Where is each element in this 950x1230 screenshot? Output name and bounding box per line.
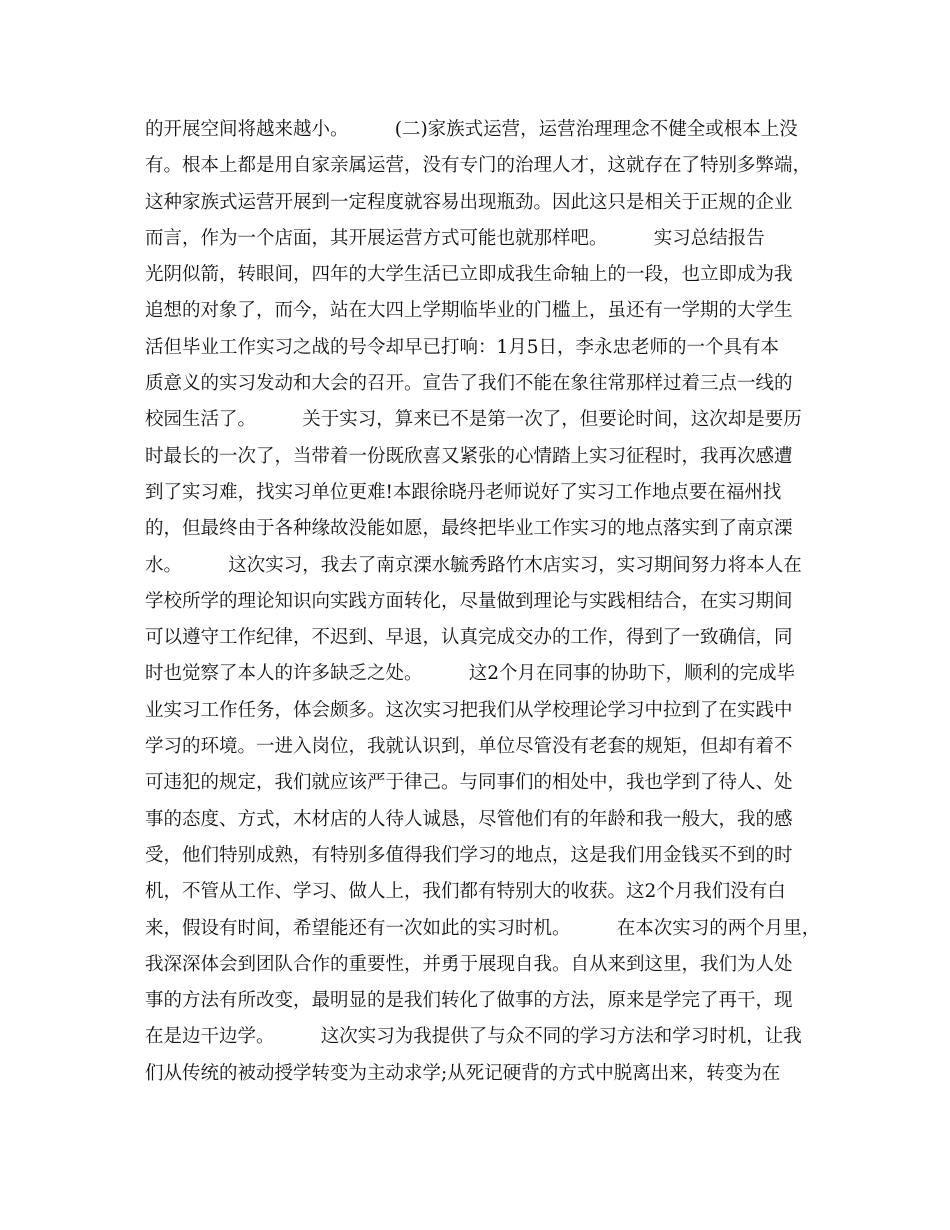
text-line: 业实习工作任务，体会颇多。这次实习把我们从学校理论学习中拉到了在实践中 <box>145 699 793 721</box>
text-line: 受，他们特别成熟，有特别多值得我们学习的地点，这是我们用金钱买不到的时 <box>145 844 793 866</box>
text-line: 时最长的一次了，当带着一份既欣喜又紧张的心情踏上实习征程时，我再次感遭 <box>145 445 793 467</box>
text-line: 到了实习难，找实习单位更难!本跟徐晓丹老师说好了实习工作地点要在福州找 <box>145 481 782 503</box>
text-line: 机，不管从工作、学习、做人上，我们都有特别大的收获。这2个月我们没有白 <box>145 881 786 903</box>
text-line: 事的态度、方式，木材店的人待人诚恳，尽管他们有的年龄和我一般大，我的感 <box>145 808 793 830</box>
text-line: 们从传统的被动授学转变为主动求学;从死记硬背的方式中脱离出来，转变为在 <box>145 1062 781 1084</box>
text-line: 的，但最终由于各种缘故没能如愿，最终把毕业工作实习的地点落实到了南京溧 <box>145 518 793 540</box>
body-text <box>145 112 821 1092</box>
text-line: 而言，作为一个店面，其开展运营方式可能也就那样吧。 实习总结报告 <box>145 227 765 249</box>
text-line: 活但毕业工作实习之战的号令却早已打响：1月5日，李永忠老师的一个具有本 <box>145 336 780 358</box>
text-line: 时也觉察了本人的许多缺乏之处。 这2个月在同事的协助下，顺利的完成毕 <box>145 663 796 685</box>
text-line: 学习的环境。一进入岗位，我就认识到，单位尽管没有老套的规矩，但却有着不 <box>145 736 793 758</box>
text-line: 追想的对象了，而今，站在大四上学期临毕业的门槛上，虽还有一学期的大学生 <box>145 300 793 322</box>
text-line: 校园生活了。 关于实习，算来已不是第一次了，但要论时间，这次却是要历 <box>145 409 802 431</box>
text-line: 可以遵守工作纪律，不迟到、早退，认真完成交办的工作，得到了一致确信，同 <box>145 627 793 649</box>
text-line: 来，假设有时间，希望能还有一次如此的实习时机。 在本次实习的两个月里， <box>145 917 821 939</box>
text-line: 这种家族式运营开展到一定程度就容易出现瓶劲。因此这只是相关于正规的企业 <box>145 191 793 213</box>
text-line: 我深深体会到团队合作的重要性，并勇于展现自我。自从来到这里，我们为人处 <box>145 953 793 975</box>
text-line: 可违犯的规定，我们就应该严于律己。与同事们的相处中，我也学到了待人、处 <box>145 772 793 794</box>
text-line: 光阴似箭，转眼间，四年的大学生活已立即成我生命轴上的一段，也立即成为我 <box>145 264 793 286</box>
text-line: 在是边干边学。 这次实习为我提供了与众不同的学习方法和学习时机，让我 <box>145 1026 802 1048</box>
text-line: 事的方法有所改变，最明显的是我们转化了做事的方法，原来是学完了再干，现 <box>145 990 793 1012</box>
text-line: 有。根本上都是用自家亲属运营，没有专门的治理人才，这就存在了特别多弊端， <box>145 155 812 177</box>
text-line: 学校所学的理论知识向实践方面转化，尽量做到理论与实践相结合，在实习期间 <box>145 590 793 612</box>
text-line: 的开展空间将越来越小。 (二)家族式运营，运营治理理念不健全或根本上没 <box>145 119 798 140</box>
text-line: 水。 这次实习，我去了南京溧水毓秀路竹木店实习，实习期间努力将本人在 <box>145 554 802 576</box>
text-line: 质意义的实习发动和大会的召开。宣告了我们不能在象往常那样过着三点一线的 <box>145 373 793 395</box>
